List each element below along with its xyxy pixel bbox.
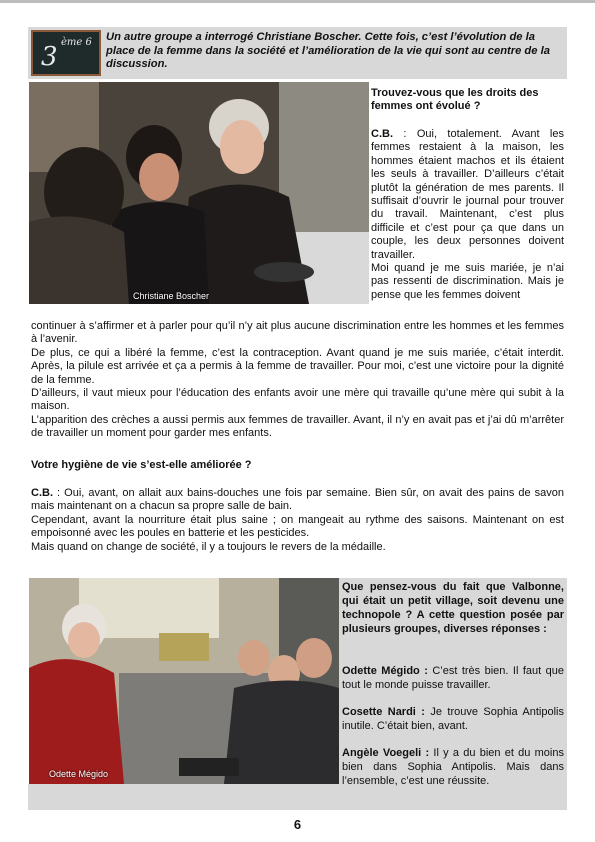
- answer-1-p1: [371, 128, 564, 262]
- answer-cosette-name: Cosette Nardi :: [342, 706, 425, 718]
- answer-cosette: [342, 705, 564, 733]
- answer-1-p1-text: : Oui, totalement. Avant les femmes restaient à la maison, les hommes étaient machos et ils étaient les seuls à travailler. D’ailleurs c’était plutôt la génération de mes parents. Il suffisait d’ouvrir le journal pour trouver du travail. Maintenant, c’est plus difficile et c’est pour ça que dans un couple, les deux personnes doivent travailler.: [371, 128, 564, 261]
- question-3-text: Que pensez-vous du fait que Valbonne, qui était un petit village, soit devenu une technopole ? A cette question posée par plusieurs groupes, diverses réponses :: [342, 581, 564, 635]
- photo1-illustration: [29, 82, 369, 304]
- answer-odette-name: Odette Mégido :: [342, 665, 428, 677]
- answer-1-p3: De plus, ce qui a libéré la femme, c’est la contraception. Avant quand je me suis mariée, c’était interdit. Après, la pilule est arrivée et ça a permis à la femme de travailler. Pour moi, c’est une victoire pour la dignité de la femme.: [31, 346, 564, 386]
- answer-2-p1: [31, 487, 564, 514]
- answer-1-continued: [31, 320, 564, 441]
- answer-2-p3: Mais quand on change de société, il y a toujours le revers de la médaille.: [31, 540, 386, 553]
- cb-label-2: C.B.: [31, 487, 53, 499]
- answer-1-p2-cont: continuer à s’affirmer et à parler pour qu’il n’y ait plus aucune discrimination entre les hommes et les femmes à l’avenir.: [31, 320, 564, 346]
- answer-cosette-text: Je trouve Sophia Antipolis inutile. C’était bien, avant.: [342, 706, 564, 732]
- answer-1-p5: L’apparition des crèches a aussi permis aux femmes de travailler. Avant, il n’y en avait pas et j’ai dû m’arrêter de travailler un moment pour garder mes enfants.: [31, 413, 564, 440]
- answer-angele: [342, 746, 564, 788]
- question-2: [31, 459, 564, 472]
- photo-odette-megido: [29, 578, 339, 784]
- answers-list: [342, 664, 564, 788]
- page-number: 6: [293, 817, 302, 832]
- answer-2-p1-text: : Oui, avant, on allait aux bains-douches une fois par semaine. Bien sûr, on avait des pains de savon mais maintenant on a chacun sa propre salle de bain.: [31, 487, 564, 513]
- answer-odette-text: C’est très bien. Il faut que tout le monde puisse travailler.: [342, 665, 564, 691]
- class-badge: [31, 30, 101, 76]
- top-border: [0, 0, 595, 3]
- question-2-text: Votre hygiène de vie s’est-elle améliorée ?: [31, 459, 252, 471]
- intro-text: Un autre groupe a interrogé Christiane Boscher. Cette fois, c’est l’évolution de la place de la femme dans la société et l’amélioration de la vie qui sont au centre de la discussion.: [106, 31, 550, 70]
- question-3: [342, 580, 564, 636]
- bottom-grey-bar: [28, 784, 339, 810]
- photo-christiane-boscher: [29, 82, 369, 304]
- question-1: [371, 87, 564, 114]
- photo1-caption: Christiane Boscher: [133, 291, 210, 301]
- badge-superscript: ème 6: [61, 37, 92, 48]
- answer-1-p2-start: Moi quand je me suis mariée, je n’ai pas ressenti de discrimination. Mais je pense que les femmes doivent: [371, 262, 564, 301]
- answer-2-p2: Cependant, avant la nourriture était plus saine ; on mangeait au rythme des saisons. Maintenant on est empoisonné avec les poules en batterie et les pesticides.: [31, 513, 564, 540]
- photo2-caption: Odette Mégido: [49, 769, 109, 779]
- photo2-illustration: [29, 578, 339, 784]
- answer-1-column: [371, 128, 564, 302]
- question-1-text: Trouvez-vous que les droits des femmes ont évolué ?: [371, 87, 539, 113]
- answer-1-p4: D’ailleurs, il vaut mieux pour l’éducation des enfants avoir une mère qui travaille qu’une mère qui subit à la maison.: [31, 387, 564, 413]
- answer-angele-text: Il y a du bien et du moins bien dans Sophia Antipolis. Mais dans l’ensemble, c’est une réussite.: [342, 747, 564, 787]
- badge-number: 3: [41, 42, 58, 72]
- answer-odette: [342, 664, 564, 692]
- cb-label: C.B.: [371, 128, 393, 140]
- answer-angele-name: Angèle Voegeli :: [342, 747, 430, 759]
- answer-2: [31, 487, 564, 554]
